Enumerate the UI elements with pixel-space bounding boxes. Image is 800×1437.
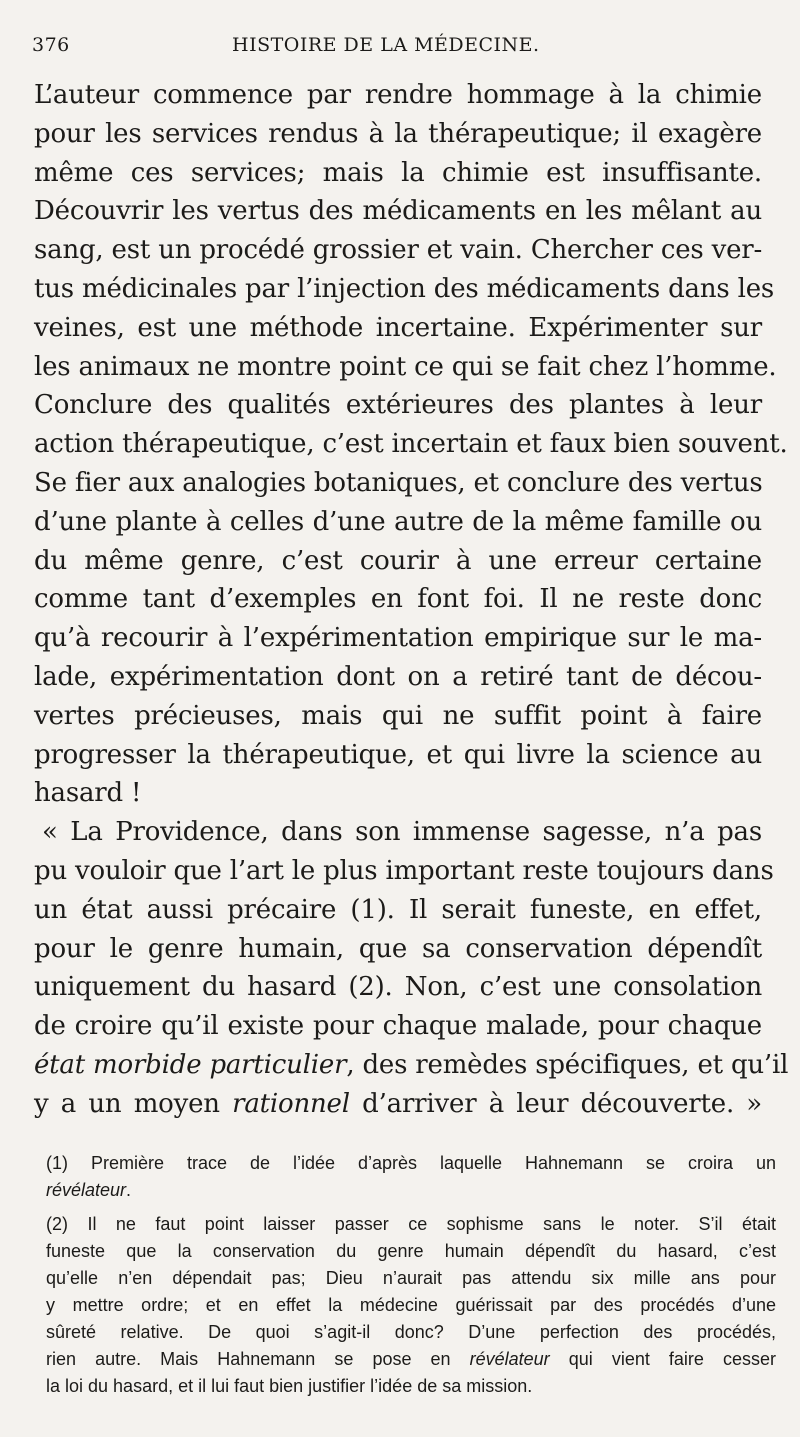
text-run: rien autre. Mais Hahnemann se pose en — [46, 1349, 470, 1369]
text-line: qu’à recourir à l’expérimentation empirique sur le ma- — [34, 623, 762, 654]
text-line: Découvrir les vertus des médicaments en les mêlant au — [34, 196, 762, 227]
text-line: hasard ! — [34, 778, 142, 809]
italic-word: révélateur — [46, 1180, 127, 1200]
text-line: comme tant d’exemples en font foi. Il ne reste donc — [34, 584, 762, 615]
main-text — [34, 76, 789, 1124]
text-run: , des remèdes spécifiques, et qu’il — [346, 1049, 789, 1080]
text-line: veines, est une méthode incertaine. Expérimenter sur — [34, 312, 762, 343]
footnote-2-line: qu’elle n’en dépendait pas; Dieu n’aurait pas attendu six mille ans pour — [46, 1268, 776, 1288]
footnote-2-line — [46, 1346, 776, 1373]
footnotes — [46, 1150, 776, 1400]
text-line: L’auteur commence par rendre hommage à la chimie — [34, 80, 762, 110]
text-line: d’une plante à celles d’une autre de la même famille ou — [34, 506, 762, 537]
text-line: même ces services; mais la chimie est insuffisante. — [34, 157, 762, 188]
italic-word: révélateur — [469, 1349, 550, 1369]
footnote-2-line: funeste que la conservation du genre humain dépendît du hasard, c’est — [46, 1241, 776, 1261]
footnote-1-line — [46, 1177, 776, 1204]
text-line — [34, 1085, 762, 1124]
text-line: uniquement du hasard (2). Non, c’est une consolation — [34, 972, 762, 1003]
text-line: pour les services rendus à la thérapeutique; il exagère — [34, 118, 762, 149]
footnote-2-line: la loi du hasard, et il lui faut bien justifier l’idée de sa mission. — [46, 1376, 533, 1396]
italic-phrase: état morbide particulier — [34, 1049, 347, 1080]
text-line: de croire qu’il existe pour chaque malade, pour chaque — [34, 1011, 762, 1042]
text-line: tus médicinales par l’injection des médicaments dans les — [34, 273, 775, 304]
text-line: vertes précieuses, mais qui ne suffit point à faire — [34, 700, 762, 731]
footnote-2-line: sûreté relative. De quoi s’agit-il donc? D’une perfection des procédés, — [46, 1322, 776, 1342]
text-run: . — [126, 1180, 132, 1200]
text-line: Se fier aux analogies botaniques, et conclure des vertus — [34, 467, 763, 498]
footnote-2-line: (2) Il ne faut point laisser passer ce sophisme sans le noter. S’il était — [46, 1214, 776, 1234]
running-head — [32, 34, 760, 62]
text-line: sang, est un procédé grossier et vain. Chercher ces ver- — [34, 235, 763, 266]
text-line: lade, expérimentation dont on a retiré tant de décou- — [34, 661, 762, 692]
text-line: « La Providence, dans son immense sagesse, n’a pas — [42, 817, 762, 848]
text-line: un état aussi précaire (1). Il serait funeste, en effet, — [34, 894, 762, 925]
text-line: Conclure des qualités extérieures des plantes à leur — [34, 390, 762, 421]
footnote-2-line: y mettre ordre; et en effet la médecine guérissait par des procédés d’une — [46, 1295, 776, 1315]
text-line: pour le genre humain, que sa conservation dépendît — [34, 933, 762, 964]
text-line: pu vouloir que l’art le plus important reste toujours dans — [34, 855, 774, 886]
text-run: y a un moyen — [34, 1088, 233, 1119]
text-line: action thérapeutique, c’est incertain et faux bien souvent. — [34, 429, 788, 460]
text-line — [34, 1046, 789, 1085]
italic-word: rationnel — [232, 1088, 350, 1119]
page-number: 376 — [32, 34, 70, 56]
text-line: progresser la thérapeutique, et qui livre la science au — [34, 739, 762, 770]
text-run: qui vient faire cesser — [549, 1349, 776, 1369]
text-line: du même genre, c’est courir à une erreur certaine — [34, 545, 762, 576]
footnote-1-line: (1) Première trace de l’idée d’après laquelle Hahnemann se croira un — [46, 1153, 776, 1173]
text-line: les animaux ne montre point ce qui se fait chez l’homme. — [34, 351, 777, 382]
running-title: HISTOIRE DE LA MÉDECINE. — [232, 34, 540, 56]
text-run: d’arriver à leur découverte. » — [349, 1088, 762, 1119]
